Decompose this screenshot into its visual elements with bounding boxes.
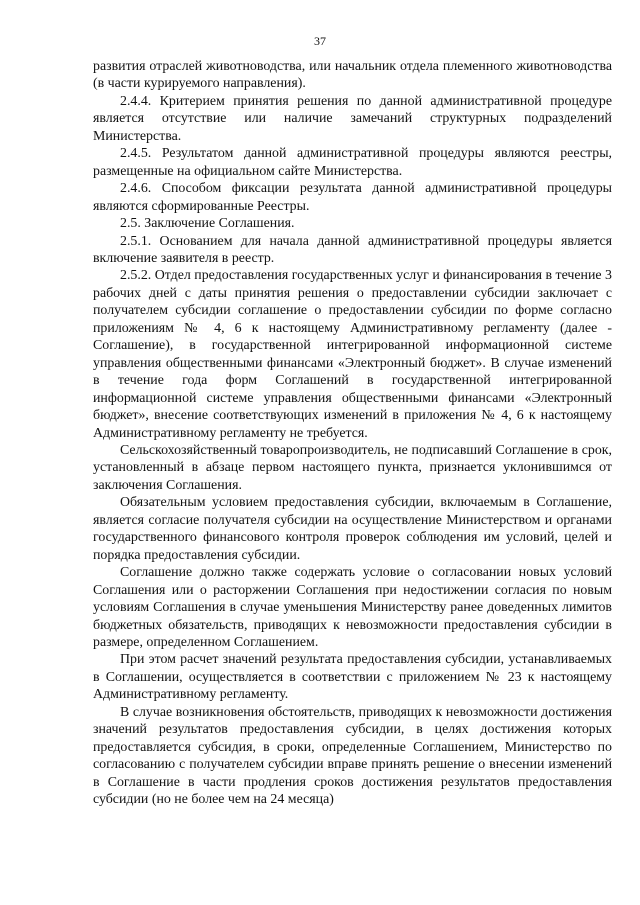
paragraph: Сельскохозяйственный товаропроизводитель, не подписавший Соглашение в срок, установленный в абзаце первом настоящего пункта, признается уклонившимся от заключения Соглашения. [93,442,612,493]
document-body [93,58,612,808]
paragraph: Соглашение должно также содержать условие о согласовании новых условий Соглашения или о расторжении Соглашения при недостижении согласия по новым условиям Соглашения в случае уменьшения Министерству ранее доведенных лимитов бюджетных обязательств, приводящих к невозможности предоставления субсидии в размере, определенном Соглашением. [93,565,612,650]
paragraph: 2.5.2. Отдел предоставления государственных услуг и финансирования в течение 3 рабочих дней с даты принятия решения о предоставлении субсидии заключает с получателем субсидии соглашение о предоставлении субсидии по форме согласно приложениям № 4, 6 к настоящему Административному регламенту (далее - Соглашение), в государственной интегрированной информационной системе управления общественными финансами «Электронный бюджет». В случае изменений в течение года форм Соглашений в государственной интегрированной информационной системе управления общественными финансами «Электронный бюджет», внесение соответствующих изменений в приложения № 4, 6 к настоящему Административному регламенту не требуется. [93,268,612,441]
section-heading: 2.5. Заключение Соглашения. [120,216,295,232]
paragraph: Обязательным условием предоставления субсидии, включаемым в Соглашение, является согласие получателя субсидии на осуществление Министерством и органами государственного финансового контроля проверок соблюдения им условий, целей и порядка предоставления субсидии. [93,495,612,563]
paragraph: 2.4.6. Способом фиксации результата данной административной процедуры являются сформированные Реестры. [93,181,612,214]
paragraph: При этом расчет значений результата предоставления субсидии, устанавливаемых в Соглашении, осуществляется в соответствии с приложением № 23 к настоящему Административному регламенту. [93,652,612,703]
paragraph: 2.4.5. Результатом данной административной процедуры являются реестры, размещенные на официальном сайте Министерства. [93,146,612,179]
page-number: 37 [314,34,326,48]
paragraph: В случае возникновения обстоятельств, приводящих к невозможности достижения значений результатов предоставления субсидии, в целях достижения которых предоставляется субсидия, в сроки, определенные Соглашением, Министерство по согласованию с получателем субсидии вправе принять решение о внесении изменений в Соглашение в части продления сроков достижения результатов предоставления субсидии (но не более чем на 24 месяца) [93,704,612,808]
paragraph: 2.4.4. Критерием принятия решения по данной административной процедуре является отсутствие или наличие замечаний структурных подразделений Министерства. [93,93,612,144]
paragraph: развития отраслей животноводства, или начальник отдела племенного животноводства (в части курируемого направления). [93,59,612,92]
paragraph: 2.5.1. Основанием для начала данной административной процедуры является включение заявителя в реестр. [93,233,612,266]
